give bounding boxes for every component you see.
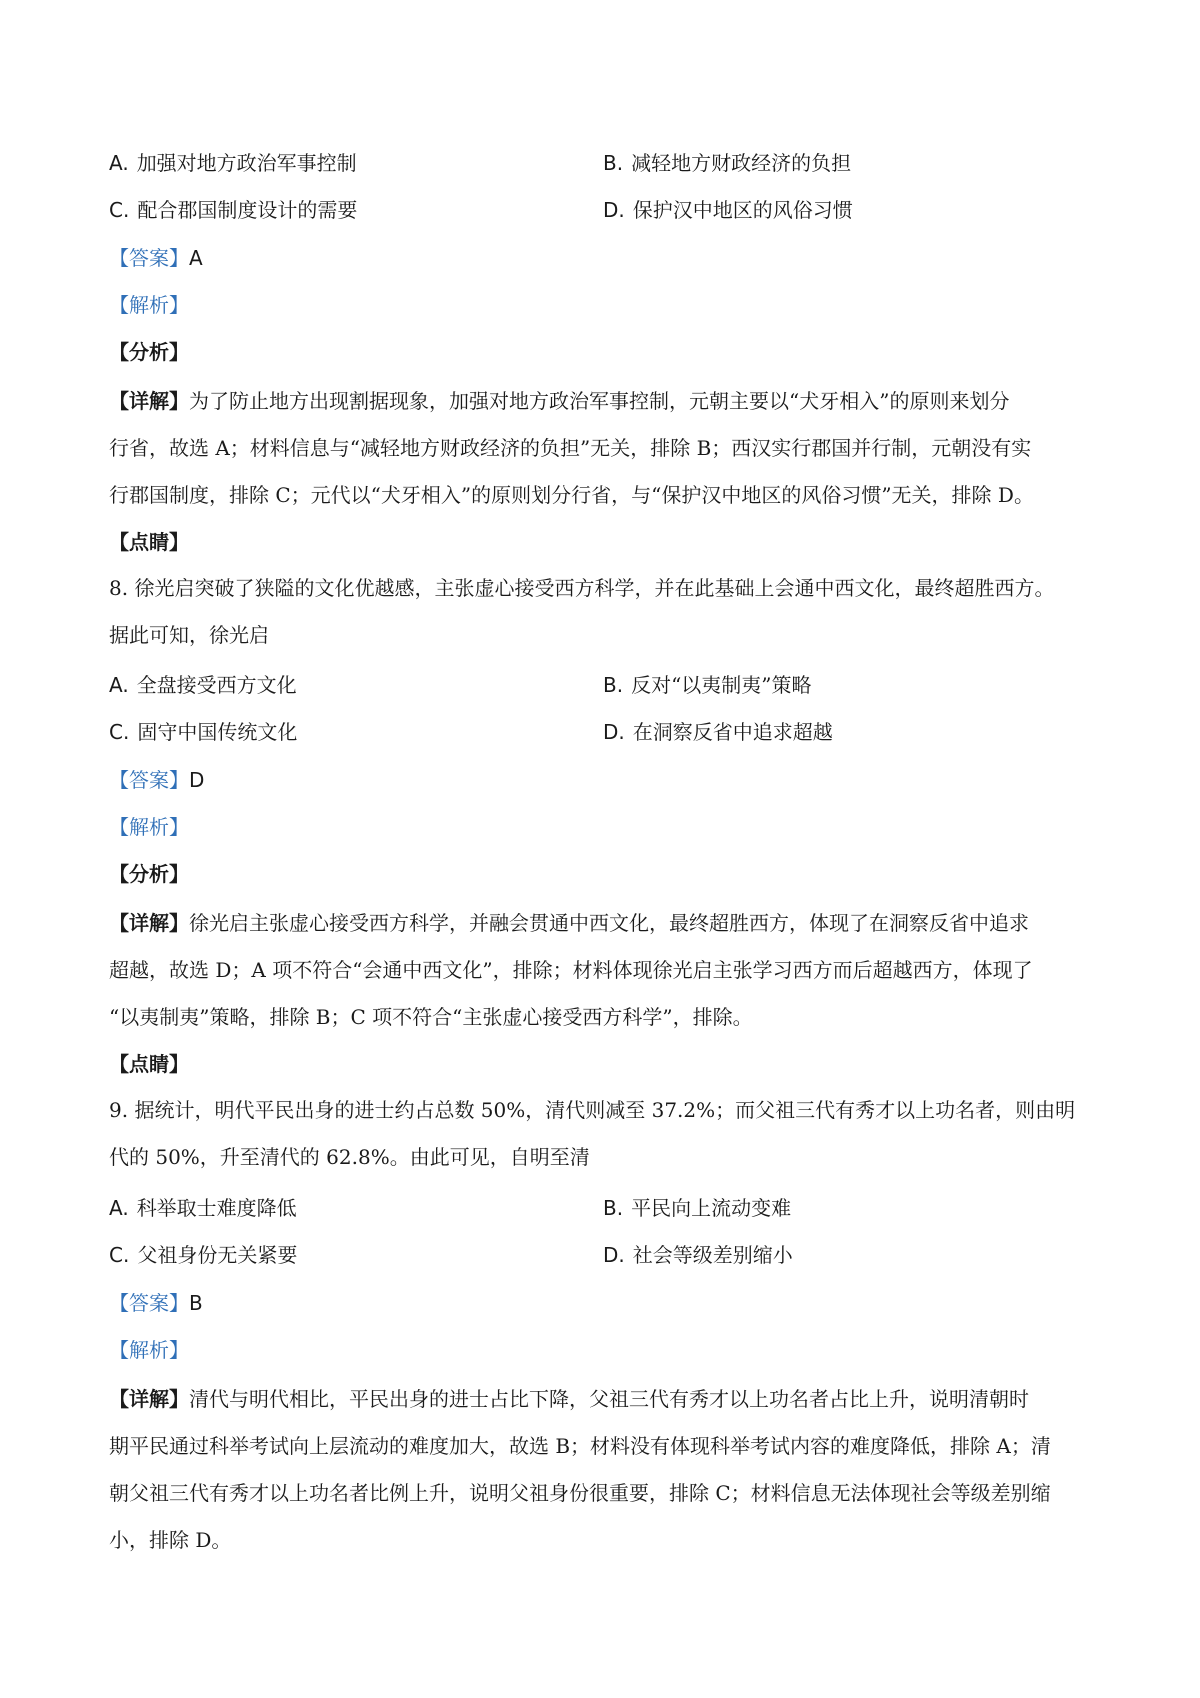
q9-detail: 【详解】清代与明代相比，平民出身的进士占比下降，父祖三代有秀才以上功名者占比上升，说明清朝时 期平民通过科举考试向上层流动的难度加大，故选 B；材料没有体现科举考试内容的难度降低，排除 A；清 朝父祖三代有秀才以上功名者比例上升，说明父祖身份很重要，排除 C；材料信息无法体现社会等级差别缩 小，排除 D。 bbox=[109, 1387, 1051, 1552]
q7-option-b: B. 减轻地方财政经济的负担 bbox=[603, 151, 852, 175]
q8-option-d: D. 在洞察反省中追求超越 bbox=[603, 720, 833, 744]
q9-answer: 【答案】B bbox=[109, 1291, 203, 1315]
q9-option-b: B. 平民向上流动变难 bbox=[603, 1196, 792, 1220]
q7-analysis-label: 【解析】 bbox=[109, 293, 189, 317]
q7-option-c: C. 配合郡国制度设计的需要 bbox=[109, 198, 358, 222]
q8-detail: 【详解】徐光启主张虚心接受西方科学，并融会贯通中西文化，最终超胜西方，体现了在洞察反省中追求 超越，故选 D；A 项不符合“会通中西文化”，排除；材料体现徐光启主张学习西方而后超越西方，体现了 “以夷制夷”策略，排除 B；C 项不符合“主张虚心接受西方科学”，排除。 bbox=[109, 911, 1033, 1029]
q7-option-a: A. 加强对地方政治军事控制 bbox=[109, 151, 357, 175]
q8-option-c: C. 固守中国传统文化 bbox=[109, 720, 298, 744]
q8-stem: 8. 徐光启突破了狭隘的文化优越感，主张虚心接受西方科学，并在此基础上会通中西文化，最终超胜西方。 据此可知，徐光启 bbox=[109, 576, 1055, 647]
q9-analysis-label: 【解析】 bbox=[109, 1338, 189, 1362]
q8-answer: 【答案】D bbox=[109, 768, 205, 792]
q8-fenxi-label: 【分析】 bbox=[109, 862, 189, 886]
q9-option-d: D. 社会等级差别缩小 bbox=[603, 1243, 793, 1267]
q7-answer: 【答案】A bbox=[109, 246, 203, 270]
q9-stem: 9. 据统计，明代平民出身的进士约占总数 50%，清代则减至 37.2%；而父祖三代有秀才以上功名者，则由明 代的 50%，升至清代的 62.8%。由此可见，自明至清 bbox=[109, 1098, 1076, 1169]
q8-dianjing-label: 【点睛】 bbox=[109, 1052, 189, 1076]
q8-analysis-label: 【解析】 bbox=[109, 815, 189, 839]
q7-dianjing-label: 【点睛】 bbox=[109, 530, 189, 554]
q8-option-b: B. 反对“以夷制夷”策略 bbox=[603, 673, 812, 697]
q9-option-c: C. 父祖身份无关紧要 bbox=[109, 1243, 298, 1267]
q9-option-a: A. 科举取士难度降低 bbox=[109, 1196, 297, 1220]
q7-detail: 【详解】为了防止地方出现割据现象，加强对地方政治军事控制，元朝主要以“犬牙相入”的原则来划分 行省，故选 A；材料信息与“减轻地方财政经济的负担”无关，排除 B；西汉实行郡国并行制，元朝没有实 行郡国制度，排除 C；元代以“犬牙相入”的原则划分行省，与“保护汉中地区的风俗习惯”无关，排除 D。 bbox=[109, 389, 1034, 507]
q7-fenxi-label: 【分析】 bbox=[109, 340, 189, 364]
q7-option-d: D. 保护汉中地区的风俗习惯 bbox=[603, 198, 853, 222]
q8-option-a: A. 全盘接受西方文化 bbox=[109, 673, 297, 697]
